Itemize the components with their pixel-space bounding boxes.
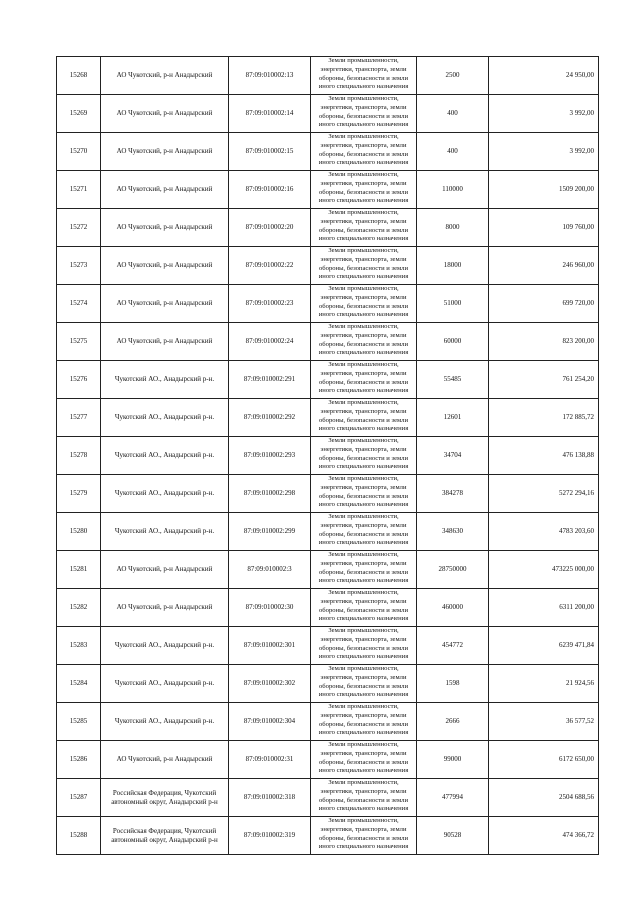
cadastral-value-cell: 1509 200,00 (489, 171, 599, 209)
row-number-cell: 15282 (57, 589, 101, 627)
address-cell: АО Чукотский, р-н Анадырский (101, 323, 229, 361)
area-cell: 55485 (417, 361, 489, 399)
land-category-text: Земли промышленности, энергетики, транспорта, земли обороны, безопасности и земли иного специального назначения (318, 437, 409, 471)
land-category-cell (311, 323, 417, 361)
row-number-cell: 15269 (57, 95, 101, 133)
cadastral-value-cell: 2504 688,56 (489, 779, 599, 817)
address-cell: АО Чукотский, р-н Анадырский (101, 57, 229, 95)
area-cell: 384278 (417, 475, 489, 513)
land-category-text: Земли промышленности, энергетики, транспорта, земли обороны, безопасности и земли иного специального назначения (318, 551, 409, 585)
land-category-cell (311, 171, 417, 209)
address-cell: Чукотский АО., Анадырский р-н. (101, 513, 229, 551)
area-cell: 400 (417, 133, 489, 171)
table-row (57, 437, 599, 475)
area-cell: 8000 (417, 209, 489, 247)
address-cell: Чукотский АО., Анадырский р-н. (101, 437, 229, 475)
cadastral-number-cell: 87:09:010002:23 (229, 285, 311, 323)
cadastral-number-cell: 87:09:010002:292 (229, 399, 311, 437)
cadastral-value-cell: 3 992,00 (489, 95, 599, 133)
land-category-cell (311, 665, 417, 703)
address-cell: АО Чукотский, р-н Анадырский (101, 285, 229, 323)
cadastral-number-cell: 87:09:010002:318 (229, 779, 311, 817)
area-cell: 12601 (417, 399, 489, 437)
cadastral-number-cell: 87:09:010002:3 (229, 551, 311, 589)
land-category-cell (311, 475, 417, 513)
table-row (57, 817, 599, 855)
address-cell: Чукотский АО., Анадырский р-н. (101, 703, 229, 741)
cadastral-number-cell: 87:09:010002:15 (229, 133, 311, 171)
table-row (57, 323, 599, 361)
table-row (57, 57, 599, 95)
cadastral-number-cell: 87:09:010002:20 (229, 209, 311, 247)
cadastral-number-cell: 87:09:010002:301 (229, 627, 311, 665)
land-category-cell (311, 247, 417, 285)
cadastral-number-cell: 87:09:010002:291 (229, 361, 311, 399)
row-number-cell: 15284 (57, 665, 101, 703)
area-cell: 28750000 (417, 551, 489, 589)
address-cell: АО Чукотский, р-н Анадырский (101, 171, 229, 209)
table-row (57, 399, 599, 437)
land-category-text: Земли промышленности, энергетики, транспорта, земли обороны, безопасности и земли иного специального назначения (318, 57, 409, 91)
land-category-cell (311, 95, 417, 133)
address-cell: АО Чукотский, р-н Анадырский (101, 95, 229, 133)
area-cell: 34704 (417, 437, 489, 475)
land-category-text: Земли промышленности, энергетики, транспорта, земли обороны, безопасности и земли иного специального назначения (318, 361, 409, 395)
row-number-cell: 15272 (57, 209, 101, 247)
row-number-cell: 15285 (57, 703, 101, 741)
land-plots-table (56, 56, 599, 855)
cadastral-value-cell: 6172 650,00 (489, 741, 599, 779)
row-number-cell: 15270 (57, 133, 101, 171)
row-number-cell: 15287 (57, 779, 101, 817)
land-category-cell (311, 589, 417, 627)
cadastral-value-cell: 473225 000,00 (489, 551, 599, 589)
table-row (57, 133, 599, 171)
cadastral-value-cell: 823 200,00 (489, 323, 599, 361)
address-cell: Российская Федерация, Чукотский автономный округ, Анадырский р-н (101, 779, 229, 817)
land-category-text: Земли промышленности, энергетики, транспорта, земли обороны, безопасности и земли иного специального назначения (318, 323, 409, 357)
address-cell: АО Чукотский, р-н Анадырский (101, 589, 229, 627)
cadastral-number-cell: 87:09:010002:22 (229, 247, 311, 285)
area-cell: 454772 (417, 627, 489, 665)
area-cell: 90528 (417, 817, 489, 855)
cadastral-number-cell: 87:09:010002:30 (229, 589, 311, 627)
area-cell: 460000 (417, 589, 489, 627)
address-cell: АО Чукотский, р-н Анадырский (101, 209, 229, 247)
table-row (57, 475, 599, 513)
cadastral-value-cell: 699 720,00 (489, 285, 599, 323)
land-category-cell (311, 285, 417, 323)
row-number-cell: 15286 (57, 741, 101, 779)
land-category-text: Земли промышленности, энергетики, транспорта, земли обороны, безопасности и земли иного специального назначения (318, 247, 409, 281)
land-category-text: Земли промышленности, энергетики, транспорта, земли обороны, безопасности и земли иного специального назначения (318, 741, 409, 775)
cadastral-number-cell: 87:09:010002:14 (229, 95, 311, 133)
row-number-cell: 15288 (57, 817, 101, 855)
cadastral-number-cell: 87:09:010002:299 (229, 513, 311, 551)
table-row (57, 209, 599, 247)
address-cell: Чукотский АО., Анадырский р-н. (101, 361, 229, 399)
land-category-cell (311, 361, 417, 399)
cadastral-number-cell: 87:09:010002:302 (229, 665, 311, 703)
cadastral-value-cell: 21 924,56 (489, 665, 599, 703)
address-cell: АО Чукотский, р-н Анадырский (101, 247, 229, 285)
cadastral-value-cell: 36 577,52 (489, 703, 599, 741)
area-cell: 2500 (417, 57, 489, 95)
land-category-text: Земли промышленности, энергетики, транспорта, земли обороны, безопасности и земли иного специального назначения (318, 779, 409, 813)
area-cell: 2666 (417, 703, 489, 741)
land-category-text: Земли промышленности, энергетики, транспорта, земли обороны, безопасности и земли иного специального назначения (318, 817, 409, 851)
area-cell: 400 (417, 95, 489, 133)
cadastral-number-cell: 87:09:010002:31 (229, 741, 311, 779)
land-category-cell (311, 703, 417, 741)
table-row (57, 285, 599, 323)
table-row (57, 247, 599, 285)
cadastral-number-cell: 87:09:010002:319 (229, 817, 311, 855)
land-category-cell (311, 551, 417, 589)
cadastral-value-cell: 5272 294,16 (489, 475, 599, 513)
area-cell: 99000 (417, 741, 489, 779)
row-number-cell: 15273 (57, 247, 101, 285)
cadastral-value-cell: 172 885,72 (489, 399, 599, 437)
land-category-text: Земли промышленности, энергетики, транспорта, земли обороны, безопасности и земли иного специального назначения (318, 627, 409, 661)
table-row (57, 589, 599, 627)
land-category-cell (311, 133, 417, 171)
land-category-text: Земли промышленности, энергетики, транспорта, земли обороны, безопасности и земли иного специального назначения (318, 399, 409, 433)
cadastral-number-cell: 87:09:010002:298 (229, 475, 311, 513)
land-category-cell (311, 513, 417, 551)
land-category-cell (311, 741, 417, 779)
row-number-cell: 15274 (57, 285, 101, 323)
cadastral-value-cell: 6311 200,00 (489, 589, 599, 627)
table-body (57, 57, 599, 855)
table-row (57, 171, 599, 209)
cadastral-value-cell: 246 960,00 (489, 247, 599, 285)
land-category-cell (311, 437, 417, 475)
table-row (57, 665, 599, 703)
cadastral-value-cell: 474 366,72 (489, 817, 599, 855)
row-number-cell: 15271 (57, 171, 101, 209)
cadastral-value-cell: 3 992,00 (489, 133, 599, 171)
address-cell: Чукотский АО., Анадырский р-н. (101, 475, 229, 513)
table-row (57, 551, 599, 589)
row-number-cell: 15281 (57, 551, 101, 589)
area-cell: 348630 (417, 513, 489, 551)
land-category-cell (311, 627, 417, 665)
address-cell: Чукотский АО., Анадырский р-н. (101, 399, 229, 437)
row-number-cell: 15283 (57, 627, 101, 665)
land-category-cell (311, 57, 417, 95)
area-cell: 1598 (417, 665, 489, 703)
land-category-text: Земли промышленности, энергетики, транспорта, земли обороны, безопасности и земли иного специального назначения (318, 95, 409, 129)
table-row (57, 627, 599, 665)
area-cell: 60000 (417, 323, 489, 361)
land-category-text: Земли промышленности, энергетики, транспорта, земли обороны, безопасности и земли иного специального назначения (318, 589, 409, 623)
table-row (57, 779, 599, 817)
cadastral-value-cell: 476 138,88 (489, 437, 599, 475)
cadastral-number-cell: 87:09:010002:16 (229, 171, 311, 209)
table-row (57, 703, 599, 741)
row-number-cell: 15278 (57, 437, 101, 475)
address-cell: АО Чукотский, р-н Анадырский (101, 741, 229, 779)
area-cell: 477994 (417, 779, 489, 817)
address-cell: АО Чукотский, р-н Анадырский (101, 551, 229, 589)
row-number-cell: 15279 (57, 475, 101, 513)
address-cell: Российская Федерация, Чукотский автономный округ, Анадырский р-н (101, 817, 229, 855)
area-cell: 51000 (417, 285, 489, 323)
cadastral-number-cell: 87:09:010002:304 (229, 703, 311, 741)
area-cell: 110000 (417, 171, 489, 209)
land-category-text: Земли промышленности, энергетики, транспорта, земли обороны, безопасности и земли иного специального назначения (318, 285, 409, 319)
land-category-cell (311, 779, 417, 817)
cadastral-value-cell: 109 760,00 (489, 209, 599, 247)
area-cell: 18000 (417, 247, 489, 285)
row-number-cell: 15268 (57, 57, 101, 95)
table-row (57, 95, 599, 133)
address-cell: Чукотский АО., Анадырский р-н. (101, 665, 229, 703)
row-number-cell: 15280 (57, 513, 101, 551)
cadastral-value-cell: 4783 203,60 (489, 513, 599, 551)
table-row (57, 741, 599, 779)
row-number-cell: 15277 (57, 399, 101, 437)
address-cell: АО Чукотский, р-н Анадырский (101, 133, 229, 171)
cadastral-number-cell: 87:09:010002:24 (229, 323, 311, 361)
land-category-cell (311, 399, 417, 437)
cadastral-value-cell: 24 950,00 (489, 57, 599, 95)
land-category-text: Земли промышленности, энергетики, транспорта, земли обороны, безопасности и земли иного специального назначения (318, 209, 409, 243)
land-category-text: Земли промышленности, энергетики, транспорта, земли обороны, безопасности и земли иного специального назначения (318, 133, 409, 167)
document-page (56, 56, 598, 855)
cadastral-value-cell: 6239 471,84 (489, 627, 599, 665)
land-category-text: Земли промышленности, энергетики, транспорта, земли обороны, безопасности и земли иного специального назначения (318, 703, 409, 737)
address-cell: Чукотский АО., Анадырский р-н. (101, 627, 229, 665)
land-category-text: Земли промышленности, энергетики, транспорта, земли обороны, безопасности и земли иного специального назначения (318, 171, 409, 205)
row-number-cell: 15275 (57, 323, 101, 361)
land-category-text: Земли промышленности, энергетики, транспорта, земли обороны, безопасности и земли иного специального назначения (318, 665, 409, 699)
land-category-cell (311, 817, 417, 855)
cadastral-number-cell: 87:09:010002:13 (229, 57, 311, 95)
cadastral-value-cell: 761 254,20 (489, 361, 599, 399)
land-category-text: Земли промышленности, энергетики, транспорта, земли обороны, безопасности и земли иного специального назначения (318, 475, 409, 509)
cadastral-number-cell: 87:09:010002:293 (229, 437, 311, 475)
table-row (57, 361, 599, 399)
row-number-cell: 15276 (57, 361, 101, 399)
table-row (57, 513, 599, 551)
land-category-text: Земли промышленности, энергетики, транспорта, земли обороны, безопасности и земли иного специального назначения (318, 513, 409, 547)
land-category-cell (311, 209, 417, 247)
